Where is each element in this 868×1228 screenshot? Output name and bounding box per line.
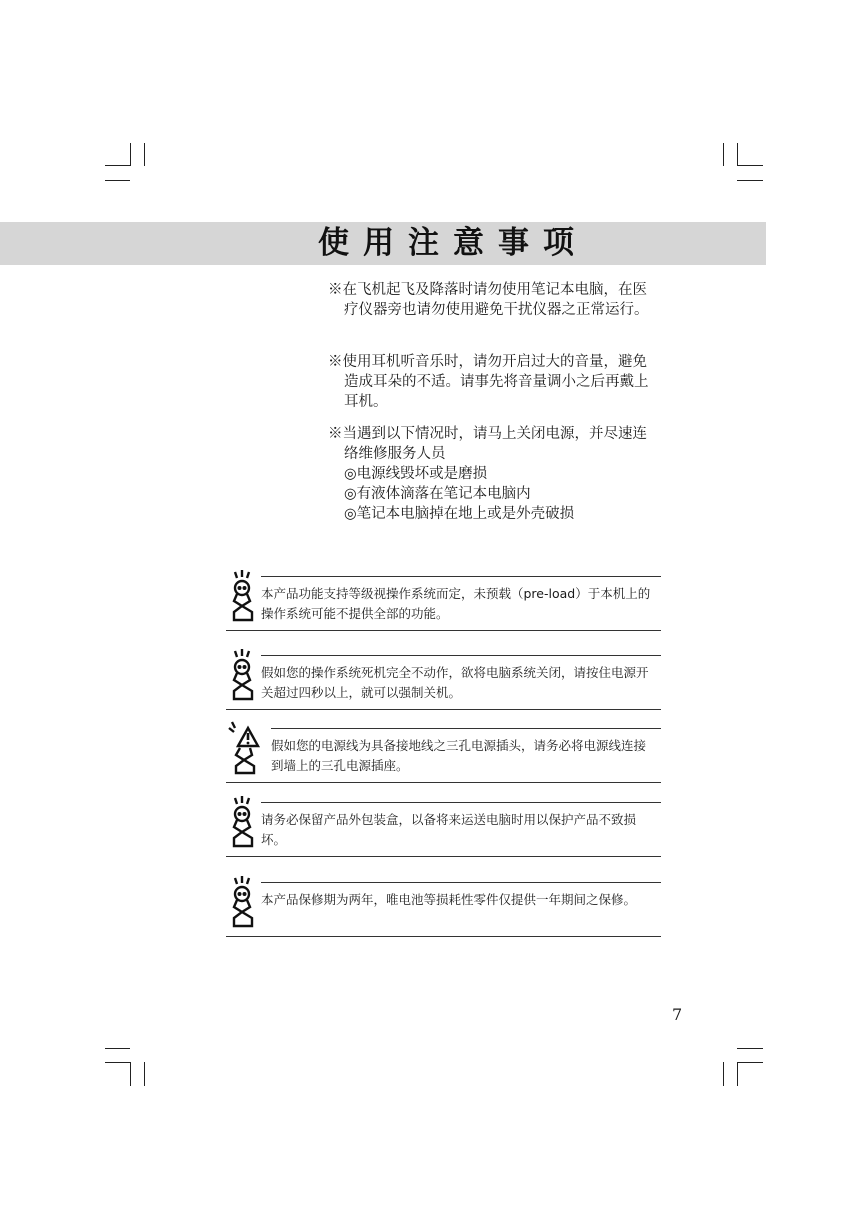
divider [261, 576, 661, 577]
tip-text [271, 736, 661, 776]
crop-mark [737, 1062, 738, 1086]
divider [226, 936, 661, 937]
divider [261, 802, 661, 803]
divider [261, 655, 661, 656]
divider [226, 630, 661, 631]
note-airplane [328, 280, 649, 320]
idea-person-icon [226, 794, 260, 850]
note-line: 造成耳朵的不适。请事先将音量调小之后再戴上 [344, 374, 649, 390]
tip-line: 本产品保修期为两年，唯电池等损耗性零件仅提供一年期间之保修。 [261, 892, 637, 907]
note-line: ◎有液体滴落在笔记本电脑内 [344, 486, 531, 502]
tip-line: 假如您的电源线为具备接地线之三孔电源插头，请务必将电源线连接 [271, 738, 647, 753]
note-line: 络维修服务人员 [344, 446, 446, 462]
idea-person-icon [226, 568, 260, 624]
warning-person-icon [226, 720, 270, 776]
tip-text [261, 663, 661, 703]
crop-mark [105, 180, 130, 181]
tip-power-plug [226, 728, 661, 783]
divider [226, 709, 661, 710]
idea-person-icon [226, 647, 260, 703]
crop-mark [737, 165, 763, 166]
crop-mark [737, 180, 763, 181]
note-headphones [328, 352, 649, 412]
note-line: ※使用耳机听音乐时，请勿开启过大的音量，避免 [328, 354, 647, 370]
tip-line: 关超过四秒以上，就可以强制关机。 [261, 685, 462, 700]
divider [261, 882, 661, 883]
crop-mark [105, 1062, 130, 1063]
tip-line: 操作系统可能不提供全部的功能。 [261, 606, 449, 621]
note-line: ※在飞机起飞及降落时请勿使用笔记本电脑，在医 [328, 282, 647, 298]
tip-line: 本产品功能支持等级视操作系统而定，未预载（pre-load）于本机上的 [261, 586, 651, 601]
crop-mark [105, 1048, 130, 1049]
page-title: 使用注意事项 [318, 225, 588, 261]
tip-text [261, 890, 661, 910]
crop-mark [737, 1048, 763, 1049]
crop-mark [144, 1062, 145, 1086]
note-power-off [328, 424, 647, 524]
note-line: ◎电源线毁坏或是磨损 [344, 466, 488, 482]
note-line: 耳机。 [344, 394, 388, 410]
note-line: ◎笔记本电脑掉在地上或是外壳破损 [344, 506, 575, 522]
page-number: 7 [672, 1005, 683, 1024]
tip-packaging [226, 802, 661, 857]
crop-mark [105, 165, 130, 166]
tip-text [261, 584, 661, 624]
tip-os-support [226, 576, 661, 631]
tip-line: 请务必保留产品外包装盒，以备将来运送电脑时用以保护产品不致损 [261, 812, 637, 827]
divider [271, 728, 661, 729]
crop-mark [737, 143, 738, 166]
crop-mark [130, 1062, 131, 1086]
note-line: ※当遇到以下情况时，请马上关闭电源，并尽速连 [328, 426, 647, 442]
tip-line: 坏。 [261, 832, 287, 847]
crop-mark [723, 143, 724, 166]
tip-force-shutdown [226, 655, 661, 710]
divider [226, 856, 661, 857]
divider [226, 782, 661, 783]
crop-mark [723, 1062, 724, 1086]
tip-warranty [226, 882, 661, 937]
crop-mark [130, 143, 131, 166]
crop-mark [737, 1062, 763, 1063]
idea-person-icon [226, 874, 260, 930]
tip-line: 假如您的操作系统死机完全不动作，欲将电脑系统关闭，请按住电源开 [261, 665, 649, 680]
tip-text [261, 810, 661, 850]
note-line: 疗仪器旁也请勿使用避免干扰仪器之正常运行。 [344, 302, 649, 318]
crop-mark [144, 143, 145, 166]
tip-line: 到墙上的三孔电源插座。 [271, 758, 409, 773]
